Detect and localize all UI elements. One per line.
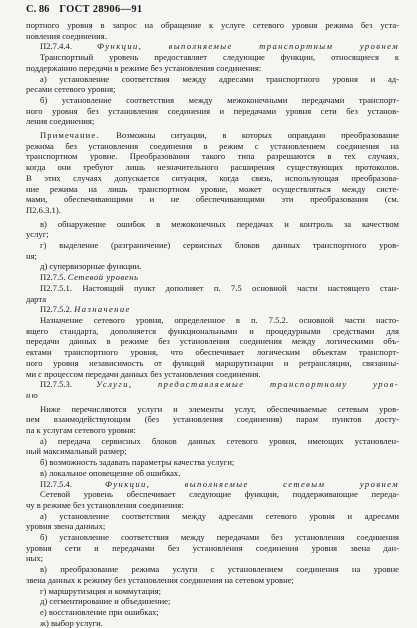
text-line: г) маршрутизация и коммутация;	[40, 585, 161, 596]
line-text: Назначение	[74, 304, 131, 315]
text-line: звена данных к режиму без установления соединения на сетевом уровне;	[26, 574, 294, 585]
text-line: Транспортный уровень предоставляет следующие функции, относящиеся к	[40, 52, 399, 63]
text-line: в) преобразование режима услуги с установлением соединения на уровне	[40, 564, 399, 575]
text-line: Сетевой уровень обеспечивает следующие функции, поддерживающие переда-	[40, 489, 399, 500]
text-line: ный максимальный размер;	[26, 446, 127, 457]
text-line: д) супервизорные функции.	[40, 261, 142, 272]
text-line: мами, обеспечивающими и не обеспечивающими эти преобразования (см.	[26, 194, 399, 205]
text-line: портного уровня в запрос на обращение к услуге сетевого уровня режима без уста-	[26, 20, 399, 30]
text-line	[26, 304, 399, 315]
text-line: ного уровня независимость от функций маршрутизации и ретрансляции, связанны-	[26, 357, 399, 368]
text-line: поддержанию передачи в режиме без установления соединения:	[26, 62, 262, 73]
text-line: услуг;	[26, 229, 49, 240]
text-line	[26, 379, 399, 390]
text-line: когда они требуют лишь незначительного расширения существующих протоколов.	[26, 162, 399, 173]
line-text: Функции, выполняемые транспортным уровнем	[97, 41, 399, 52]
text-line: В этих случаях допускается ситуация, когда связь, использующая преобразова-	[26, 172, 399, 183]
text-line	[26, 479, 399, 490]
text-line	[26, 130, 399, 141]
clause-number: П2.7.5.4.	[40, 478, 106, 489]
text-line: б) установление соответствия между передачами без установления соединения	[40, 532, 399, 543]
text-line: е) восстановление при ошибках;	[40, 606, 159, 617]
text-line: ных;	[26, 553, 44, 564]
text-line: ления соединения;	[26, 116, 95, 127]
text-line: чу в режиме без установления соединения:	[26, 499, 184, 510]
text-line: ня;	[26, 250, 37, 261]
text-line: ного уровня без установления соединения и передачами уровня сети без установ-	[26, 105, 399, 116]
text-line: П2.7.5.1. Настоящий пункт дополняет п. 7.5 основной части настоящего стан-	[40, 282, 399, 293]
text-line: д) сегментирование и объединение;	[40, 596, 171, 607]
page-header	[26, 4, 399, 20]
note-label: Примечание.	[40, 130, 117, 141]
text-line: новления соединения.	[26, 30, 107, 41]
text-line: а) установление соответствия между адресами транспортного уровня и ад-	[40, 73, 399, 84]
text-line: а) передача сервисных блоков данных сетевого уровня, имеющих установлен-	[40, 435, 399, 446]
text-line: ние режима на лишь транспортном уровне, может осуществляться между систе-	[26, 183, 399, 194]
text-line: а) установление соответствия между адресами сетевого уровня и адресами	[40, 510, 399, 521]
line-text: Сетевой уровень	[67, 272, 139, 283]
text-line: в) обнаружение ошибок в межоконечных передачах и контроль за качеством	[40, 218, 399, 229]
document-body	[26, 20, 399, 628]
text-line	[26, 272, 399, 283]
text-line: режима без установления соединения в режим с установлением соединения на	[26, 140, 399, 151]
clause-number: П2.7.5.2.	[40, 304, 75, 315]
line-text: Функции, выполняемые сетевым уровнем	[105, 478, 399, 489]
text-line: ресами сетевого уровня;	[26, 84, 116, 95]
text-line: па к услугам сетевого уровня:	[26, 425, 136, 436]
clause-number: П2.7.4.4.	[40, 41, 98, 52]
text-line: дарта	[26, 293, 47, 304]
line-text: Возможны ситуации, в которых оправдано преобразование	[116, 130, 399, 141]
text-line: передачи данных в режиме без установления соединения между логическими объ-	[26, 336, 399, 347]
clause-number: П2.7.5.	[40, 272, 68, 283]
text-line: г) выделение (разграничение) сервисных блоков данных транспортного уров-	[40, 240, 399, 251]
text-line: ж) выбор услуги.	[40, 617, 103, 628]
text-line: Ниже перечисляются услуги и элементы услуг, обеспечиваемые сетевым уров-	[40, 403, 399, 414]
text-line: нем взаимодействующим (без установления соединения) парам пунктов досту-	[26, 414, 399, 425]
text-line: П2.6.3.1).	[26, 204, 61, 215]
text-line: уровня сети и передачами без установления соединения уровня звена дан-	[26, 542, 399, 553]
text-line: ектами транспортного уровня, что обеспечивает логическим объектам транспорт-	[26, 347, 399, 358]
page-number: С. 86	[26, 4, 50, 15]
text-line: Назначение сетевого уровня, определенное в п. 7.5.2. основной части насто-	[40, 314, 399, 325]
text-line	[26, 41, 399, 52]
text-line: транспортном уровне. Преобразования такого типа разрешаются в тех случаях,	[26, 151, 399, 162]
text-line: уровня звена данных;	[26, 521, 106, 532]
line-text: Услуги, предоставляемые транспортному уров-	[96, 379, 399, 390]
text-line: ми с процессом передачи данных без установления соединения.	[26, 368, 261, 379]
text-line: в) локальное оповещение об ошибках.	[40, 467, 181, 478]
text-line: ню	[26, 389, 40, 400]
text-line: б) установление соответствия между межоконечными передачами транспорт-	[40, 94, 399, 105]
text-line: б) возможность задавать параметры качества услуги;	[40, 457, 235, 468]
standard-code: ГОСТ 28906—91	[59, 4, 143, 15]
clause-number: П2.7.5.3.	[40, 379, 97, 390]
text-line: ящего стандарта, дополняется функциональными и процедурными средствами для	[26, 325, 399, 336]
